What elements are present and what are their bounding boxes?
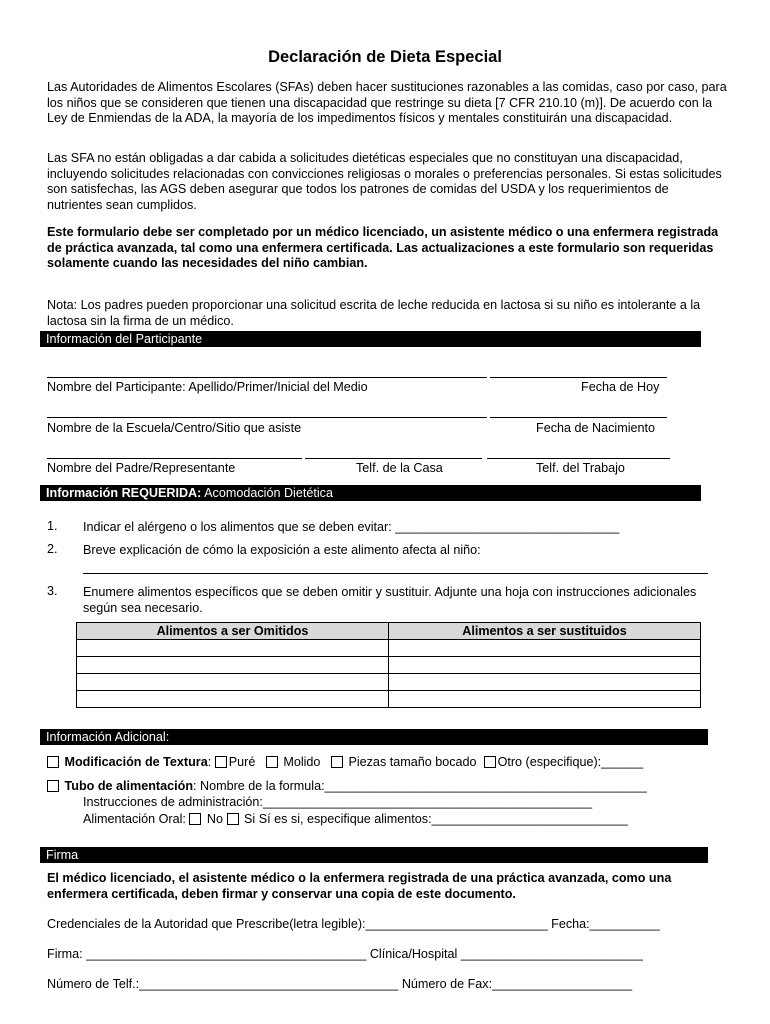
table-row [77,657,701,674]
oral-no-label: No [206,812,223,826]
substituted-food-cell[interactable] [389,640,701,657]
additional-section-header: Información Adicional: [40,729,708,745]
molido-label: Molido [283,755,321,769]
phone-fax-field[interactable]: Número de Telf.:_____________________________________ Número de Fax:____________________ [47,977,633,991]
feeding-tube-checkbox[interactable] [47,780,59,792]
table-row [77,674,701,691]
texture-label: Modificación de Textura [64,755,208,769]
item-2-text: Breve explicación de cómo la exposición a este alimento afecta al niño: [83,543,481,557]
other-checkbox[interactable] [484,756,496,768]
required-section-header [40,485,701,501]
feeding-tube-label: Tubo de alimentación [64,779,194,793]
page-title: Declaración de Dieta Especial [268,48,502,66]
foods-table-header-row [77,623,701,640]
signature-statement: El médico licenciado, el asistente médico o la enfermera registrada de una práctica avanzada, como una enfermera certificada, deben firmar y conservar una copia de este documento. [47,871,672,901]
oral-feeding-row [83,811,628,827]
oral-feeding-label: Alimentación Oral: [83,812,186,826]
work-phone-label: Telf. del Trabajo [536,461,625,475]
item-3-text: Enumere alimentos específicos que se deben omitir y sustituir. Adjunte una hoja con instrucciones adicionales según sea necesario. [83,585,697,615]
instruction-paragraph: Este formulario debe ser completado por un médico licenciado, un asistente médico o una enfermera registrada de práctica avanzada, tal como una enfermera certificada. Las actualizaciones a este formulario son requeridas solamente cuando las necesidades del niño cambian. [47,225,719,270]
intro-paragraph-1: Las Autoridades de Alimentos Escolares (SFAs) deben hacer sustituciones razonables a las comidas, caso por caso, para los niños que se consideren que tienen una discapacidad que restringe su dieta [7 CFR 210.10 (m)]. De acuerdo con la Ley de Enmiendas de la ADA, la mayoría de los impedimentos físicos y mentales constituirán una discapacidad. [47,80,727,125]
substituted-food-cell[interactable] [389,657,701,674]
school-name-line[interactable] [47,417,487,418]
work-phone-line[interactable] [487,458,670,459]
date-today-line[interactable] [490,377,667,378]
parent-name-label: Nombre del Padre/Representante [47,461,236,475]
participant-name-label: Nombre del Participante: Apellido/Primer/Inicial del Medio [47,380,368,394]
bite-size-checkbox[interactable] [331,756,343,768]
signature-section-header: Firma [40,847,708,863]
item-3-number: 3. [47,584,58,598]
omitted-foods-header: Alimentos a ser Omitidos [77,623,389,640]
birth-date-label: Fecha de Nacimiento [536,421,656,435]
feeding-tube-row [47,778,647,794]
item-1-text[interactable]: Indicar el alérgeno o los alimentos que se deben evitar: ________________________________ [83,520,620,534]
omitted-food-cell[interactable] [77,640,389,657]
item-2-answer-line[interactable] [83,573,708,574]
substituted-food-cell[interactable] [389,674,701,691]
participant-section-header: Información del Participante [40,331,701,347]
participant-name-line[interactable] [47,377,487,378]
omitted-food-cell[interactable] [77,657,389,674]
other-label[interactable]: Otro (especifique):______ [497,755,644,769]
home-phone-label: Telf. de la Casa [356,461,443,475]
parent-name-line[interactable] [47,458,302,459]
home-phone-line[interactable] [305,458,482,459]
item-1-number: 1. [47,519,58,533]
intro-paragraph-2: Las SFA no están obligadas a dar cabida a solicitudes dietéticas especiales que no constituyan una discapacidad, incluyendo solicitudes relacionadas con convicciones religiosas o morales o preferencias personales. Si estas solicitudes son satisfechas, las AGS deben asegurar que todos los patrones de comidas del USDA y los requerimientos de nutrientes sean cumplidos. [47,151,722,212]
molido-checkbox[interactable] [266,756,278,768]
table-row [77,691,701,708]
texture-row [47,754,643,770]
pure-checkbox[interactable] [215,756,227,768]
item-2-number: 2. [47,542,58,556]
foods-table [76,622,701,708]
birth-date-line[interactable] [490,417,667,418]
table-row [77,640,701,657]
omitted-food-cell[interactable] [77,691,389,708]
substituted-foods-header: Alimentos a ser sustituidos [389,623,701,640]
oral-yes-field[interactable]: Si Sí es si, especifique alimentos:____________________________ [244,812,628,826]
texture-colon: : [207,755,212,769]
signature-clinic-field[interactable]: Firma: ________________________________________ Clínica/Hospital __________________________ [47,947,643,961]
credentials-date-field[interactable]: Credenciales de la Autoridad que Prescribe(letra legible):__________________________ Fecha:__________ [47,917,660,931]
pure-label: Puré [228,755,256,769]
date-today-label: Fecha de Hoy [581,380,660,394]
oral-no-checkbox[interactable] [189,813,201,825]
texture-modification-checkbox[interactable] [47,756,59,768]
bite-size-label: Piezas tamaño bocado [348,755,477,769]
formula-name-field[interactable]: : Nombre de la formula:______________________________________________ [193,779,647,793]
school-name-label: Nombre de la Escuela/Centro/Sitio que asiste [47,421,302,435]
oral-yes-checkbox[interactable] [227,813,239,825]
required-header-bold: Información REQUERIDA: [46,486,202,500]
required-header-rest: Acomodación Dietética [201,486,333,500]
omitted-food-cell[interactable] [77,674,389,691]
note-paragraph: Nota: Los padres pueden proporcionar una solicitud escrita de leche reducida en lactosa si su niño es intolerante a la lactosa sin la firma de un médico. [47,298,701,328]
admin-instructions-field[interactable]: Instrucciones de administración:_______________________________________________ [83,795,593,809]
substituted-food-cell[interactable] [389,691,701,708]
